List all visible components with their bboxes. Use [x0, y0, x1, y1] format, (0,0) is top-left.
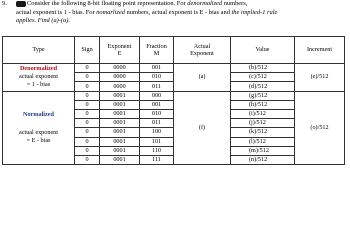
fraction-cell: 011: [140, 119, 174, 128]
problem-line-3: [2, 17, 346, 26]
sign-cell: 0: [75, 119, 100, 128]
problem-line-2-text: actual exponent is 1 - bias. For: [16, 8, 95, 16]
fraction-cell: 101: [140, 137, 174, 146]
header-increment: Increment: [295, 37, 345, 64]
fraction-cell: 111: [140, 155, 174, 164]
exponent-cell: 0000: [100, 73, 140, 82]
problem-line-2: [2, 9, 346, 18]
sign-cell: 0: [75, 100, 100, 109]
implied-1-rule-term: the implied-1 rule: [231, 8, 278, 16]
value-cell: (b)/512: [231, 64, 295, 73]
question-number: 9.: [2, 0, 7, 7]
normalized-sub-1: actual exponent: [19, 128, 58, 136]
sign-cell: 0: [75, 128, 100, 137]
normalized-spacer: [3, 119, 74, 129]
header-type: Type: [3, 37, 75, 64]
header-fraction: Fraction M: [140, 37, 174, 64]
sign-cell: 0: [75, 91, 100, 100]
applies-term: applies.: [16, 17, 37, 25]
sign-cell: 0: [75, 64, 100, 73]
sign-cell: 0: [75, 73, 100, 82]
header-value: Value: [231, 37, 295, 64]
exponent-cell: 0001: [100, 128, 140, 137]
problem-line-1-end: numbers,: [223, 0, 248, 7]
exponent-cell: 0001: [100, 91, 140, 100]
exponent-cell: 0000: [100, 82, 140, 91]
exponent-cell: 0000: [100, 64, 140, 73]
value-cell: (h)/512: [231, 100, 295, 109]
find-instruction: Find (a)-(o).: [37, 17, 70, 25]
normalized-sub-2: = E - bias: [26, 136, 51, 144]
exponent-cell: 0001: [100, 109, 140, 118]
value-cell: (d)/512: [231, 82, 295, 91]
exponent-cell: 0001: [100, 119, 140, 128]
header-actual-exponent: Actual Exponent: [174, 37, 231, 64]
value-cell: (c)/512: [231, 73, 295, 82]
table-header-row: [3, 37, 345, 64]
denormalized-label: Denormalized: [19, 65, 58, 73]
fraction-cell: 010: [140, 73, 174, 82]
problem-statement: [2, 0, 346, 26]
normalized-actual-exponent: (f): [174, 91, 231, 165]
sign-cell: 0: [75, 82, 100, 91]
exponent-cell: 0001: [100, 146, 140, 155]
denormalized-type-cell: [3, 64, 75, 92]
denormalized-increment: (e)/512: [295, 64, 345, 92]
header-exponent: Exponent E: [100, 37, 140, 64]
value-cell: (n)/512: [231, 155, 295, 164]
value-cell: (j)/512: [231, 119, 295, 128]
exponent-cell: 0001: [100, 137, 140, 146]
normalized-type-cell: [3, 91, 75, 165]
normalized-term: nomarlized: [96, 8, 125, 16]
normalized-increment: (o)/512: [295, 91, 345, 165]
value-cell: (l)/512: [231, 137, 295, 146]
problem-line-1: [2, 0, 346, 9]
fraction-cell: 110: [140, 146, 174, 155]
denormalized-actual-exponent: (a): [174, 64, 231, 92]
value-cell: (i)/512: [231, 109, 295, 118]
fraction-cell: 001: [140, 100, 174, 109]
denormalized-term: denormalized: [187, 0, 223, 7]
sign-cell: 0: [75, 155, 100, 164]
floating-point-table: [2, 36, 345, 165]
fraction-cell: 100: [140, 128, 174, 137]
sign-cell: 0: [75, 146, 100, 155]
problem-line-1-text: Consider the following 8-bit floating point representation. For: [27, 0, 186, 7]
normalized-label: Normalized: [23, 110, 54, 118]
fraction-cell: 011: [140, 82, 174, 91]
table-row: [3, 91, 345, 100]
header-sign: Sign: [75, 37, 100, 64]
exponent-cell: 0001: [100, 100, 140, 109]
sign-cell: 0: [75, 109, 100, 118]
denormalized-sub-2: = 1 - bias: [26, 81, 51, 89]
fraction-cell: 010: [140, 109, 174, 118]
sign-cell: 0: [75, 137, 100, 146]
fraction-cell: 001: [140, 64, 174, 73]
value-cell: (m)/512: [231, 146, 295, 155]
exponent-cell: 0001: [100, 155, 140, 164]
problem-line-2-end: numbers, actual exponent is E - bias and: [126, 8, 230, 16]
value-cell: (g)/512: [231, 91, 295, 100]
value-cell: (k)/512: [231, 128, 295, 137]
table-row: [3, 64, 345, 73]
fraction-cell: 000: [140, 91, 174, 100]
denormalized-sub-1: actual exponent: [19, 73, 58, 81]
redaction-mark: [16, 1, 26, 7]
